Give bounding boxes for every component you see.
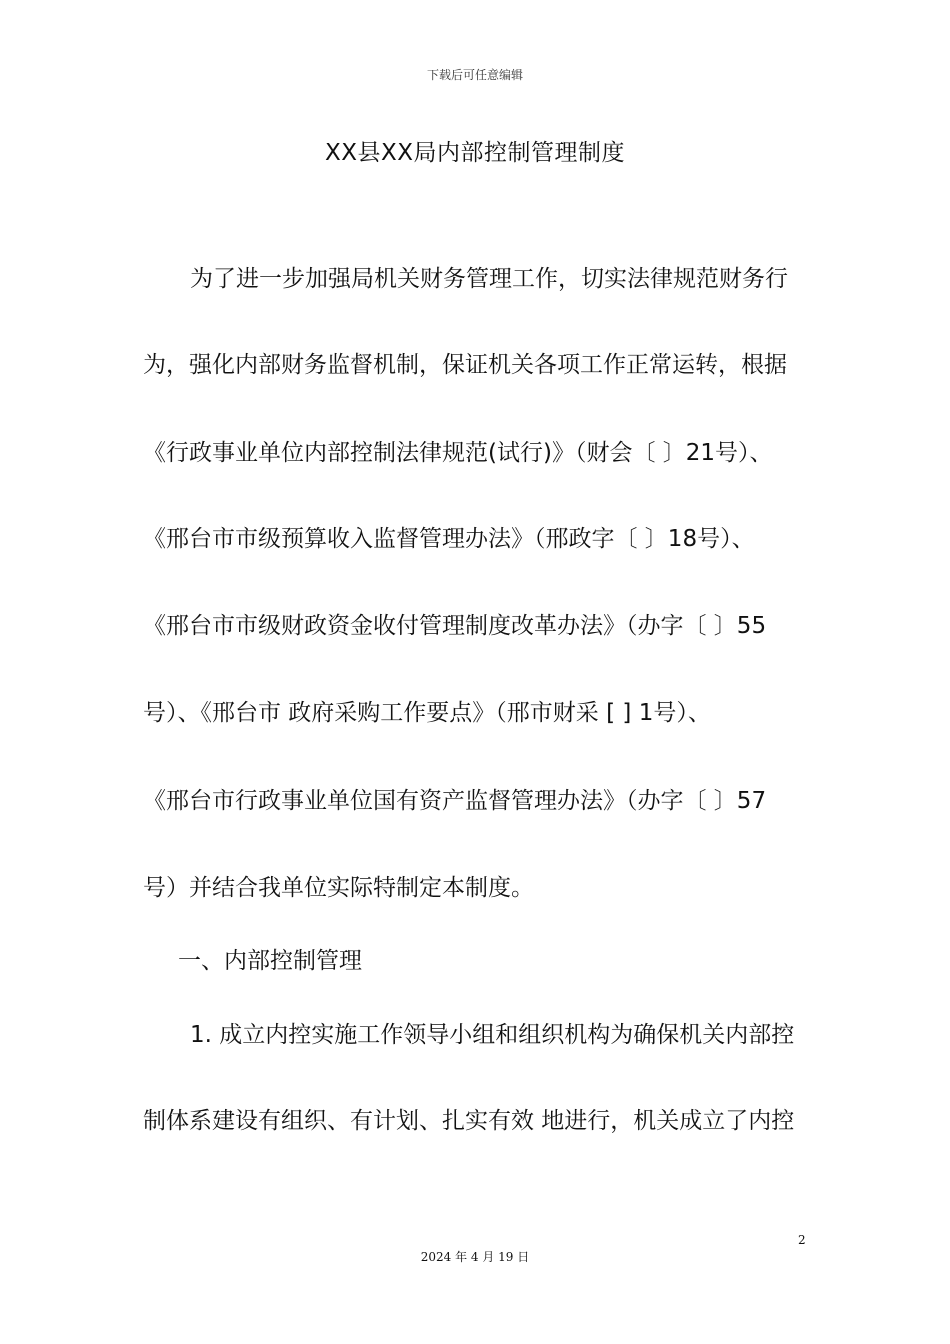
section-heading: 一、内部控制管理 [178, 948, 362, 974]
document-title: XX县XX局内部控制管理制度 [324, 140, 626, 166]
paragraph-line: 号）、《邢台市 政府采购工作要点》（邢市财采 [ ] 1号）、 [143, 700, 711, 726]
paragraph-line: 为，强化内部财务监督机制，保证机关各项工作正常运转，根据 [143, 352, 787, 378]
paragraph-line: 1. 成立内控实施工作领导小组和组织机构为确保机关内部控 [190, 1022, 795, 1048]
paragraph-line: 为了进一步加强局机关财务管理工作，切实法律规范财务行 [190, 266, 788, 292]
paragraph-line: 制体系建设有组织、有计划、扎实有效 地进行，机关成立了内控 [143, 1108, 795, 1134]
paragraph-line: 《行政事业单位内部控制法律规范(试行)》（财会〔 〕21号）、 [143, 440, 773, 466]
paragraph-line: 《邢台市市级预算收入监督管理办法》（邢政字〔 〕18号）、 [143, 526, 755, 552]
page-number: 2 [798, 1233, 806, 1247]
paragraph-line: 《邢台市行政事业单位国有资产监督管理办法》（办字〔 〕57 [143, 788, 767, 814]
paragraph-line: 《邢台市市级财政资金收付管理制度改革办法》（办字〔 〕55 [143, 613, 767, 639]
paragraph-line: 号）并结合我单位实际特制定本制度。 [143, 875, 534, 901]
footer-date: 2024 年 4 月 19 日 [420, 1250, 530, 1264]
header-note: 下载后可任意编辑 [426, 68, 523, 82]
